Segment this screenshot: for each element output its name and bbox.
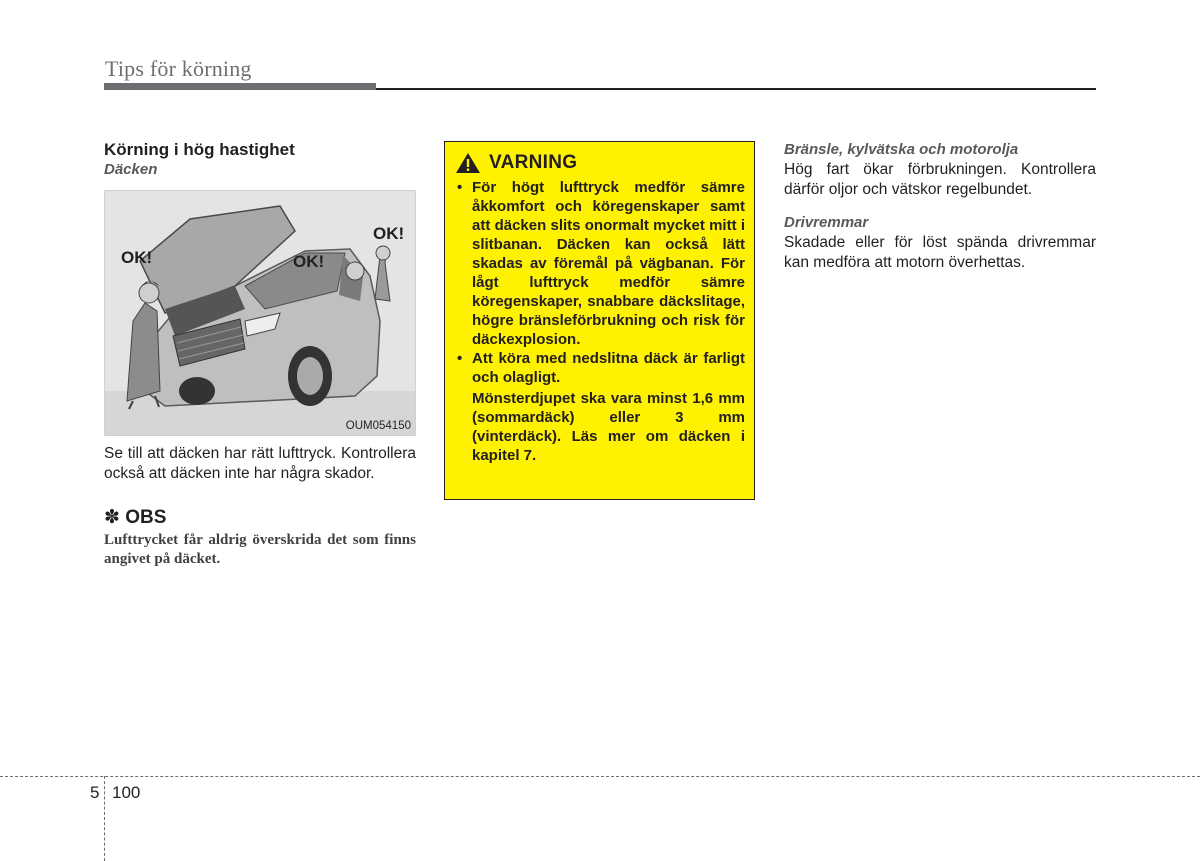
- section-heading: Körning i hög hastighet: [104, 140, 295, 159]
- header-bar-thick: [104, 83, 376, 90]
- section-subheading: Bränsle, kylvätska och motorolja: [784, 141, 1019, 158]
- body-text: Hög fart ökar förbrukningen. Kontrollera därför oljor och vätskor regelbundet.: [784, 161, 1096, 198]
- bullet: •: [457, 350, 463, 367]
- warning-title: VARNING: [489, 152, 578, 173]
- page-header-title: Tips för körning: [105, 56, 252, 81]
- chapter-number: 5: [90, 783, 100, 802]
- warning-box: [444, 141, 755, 500]
- left-column: [104, 140, 416, 569]
- obs-text: Lufttrycket får aldrig överskrida det som finns angivet på däcket.: [104, 532, 416, 567]
- callout-ok-middle: OK!: [293, 252, 325, 271]
- bullet: •: [457, 179, 463, 196]
- page-number: 100: [112, 783, 141, 802]
- figure-code: OUM054150: [345, 420, 411, 432]
- section-subheading: Däcken: [104, 161, 158, 178]
- footer-vertical-rule: [104, 776, 105, 861]
- body-text: Skadade eller för löst spända drivremmar kan medföra att motorn överhettas.: [784, 234, 1096, 271]
- warning-item-text: Att köra med nedslitna däck är farligt och olagligt.: [472, 350, 745, 386]
- callout-ok-left: OK!: [121, 248, 153, 267]
- header-rule: [376, 88, 1096, 90]
- warning-item: [455, 178, 745, 349]
- warning-item-subtext: Mönsterdjupet ska vara minst 1,6 mm (sommardäck) eller 3 mm (vinterdäck). Läs mer om däcken i kapitel 7.: [472, 390, 745, 464]
- warning-item-text: För högt lufttryck medför sämre åkkomfort och köregenskaper samt att däcken slits onormalt mycket mitt i slitbanan. Däcken kan också lätt skadas av föremål på vägbanan. För lågt lufttryck medför sämre köregenskaper, snabbare däckslitage, högre bränsleförbrukning och risk för däckexplosion.: [472, 179, 745, 348]
- warning-triangle-icon: [455, 152, 481, 174]
- section-subheading: Drivremmar: [784, 214, 869, 231]
- body-text: Se till att däcken har rätt lufttryck. Kontrollera också att däcken inte har några skador.: [104, 445, 416, 482]
- obs-title: ✽ OBS: [104, 507, 167, 528]
- right-column: [784, 140, 1096, 272]
- footer-rule: [0, 776, 1200, 777]
- callout-ok-right: OK!: [373, 224, 405, 243]
- illustration-svg: [105, 191, 416, 436]
- warning-item: [455, 349, 745, 465]
- warning-header: [455, 152, 745, 174]
- warning-list: [455, 178, 745, 465]
- car-hood-illustration: [104, 190, 416, 436]
